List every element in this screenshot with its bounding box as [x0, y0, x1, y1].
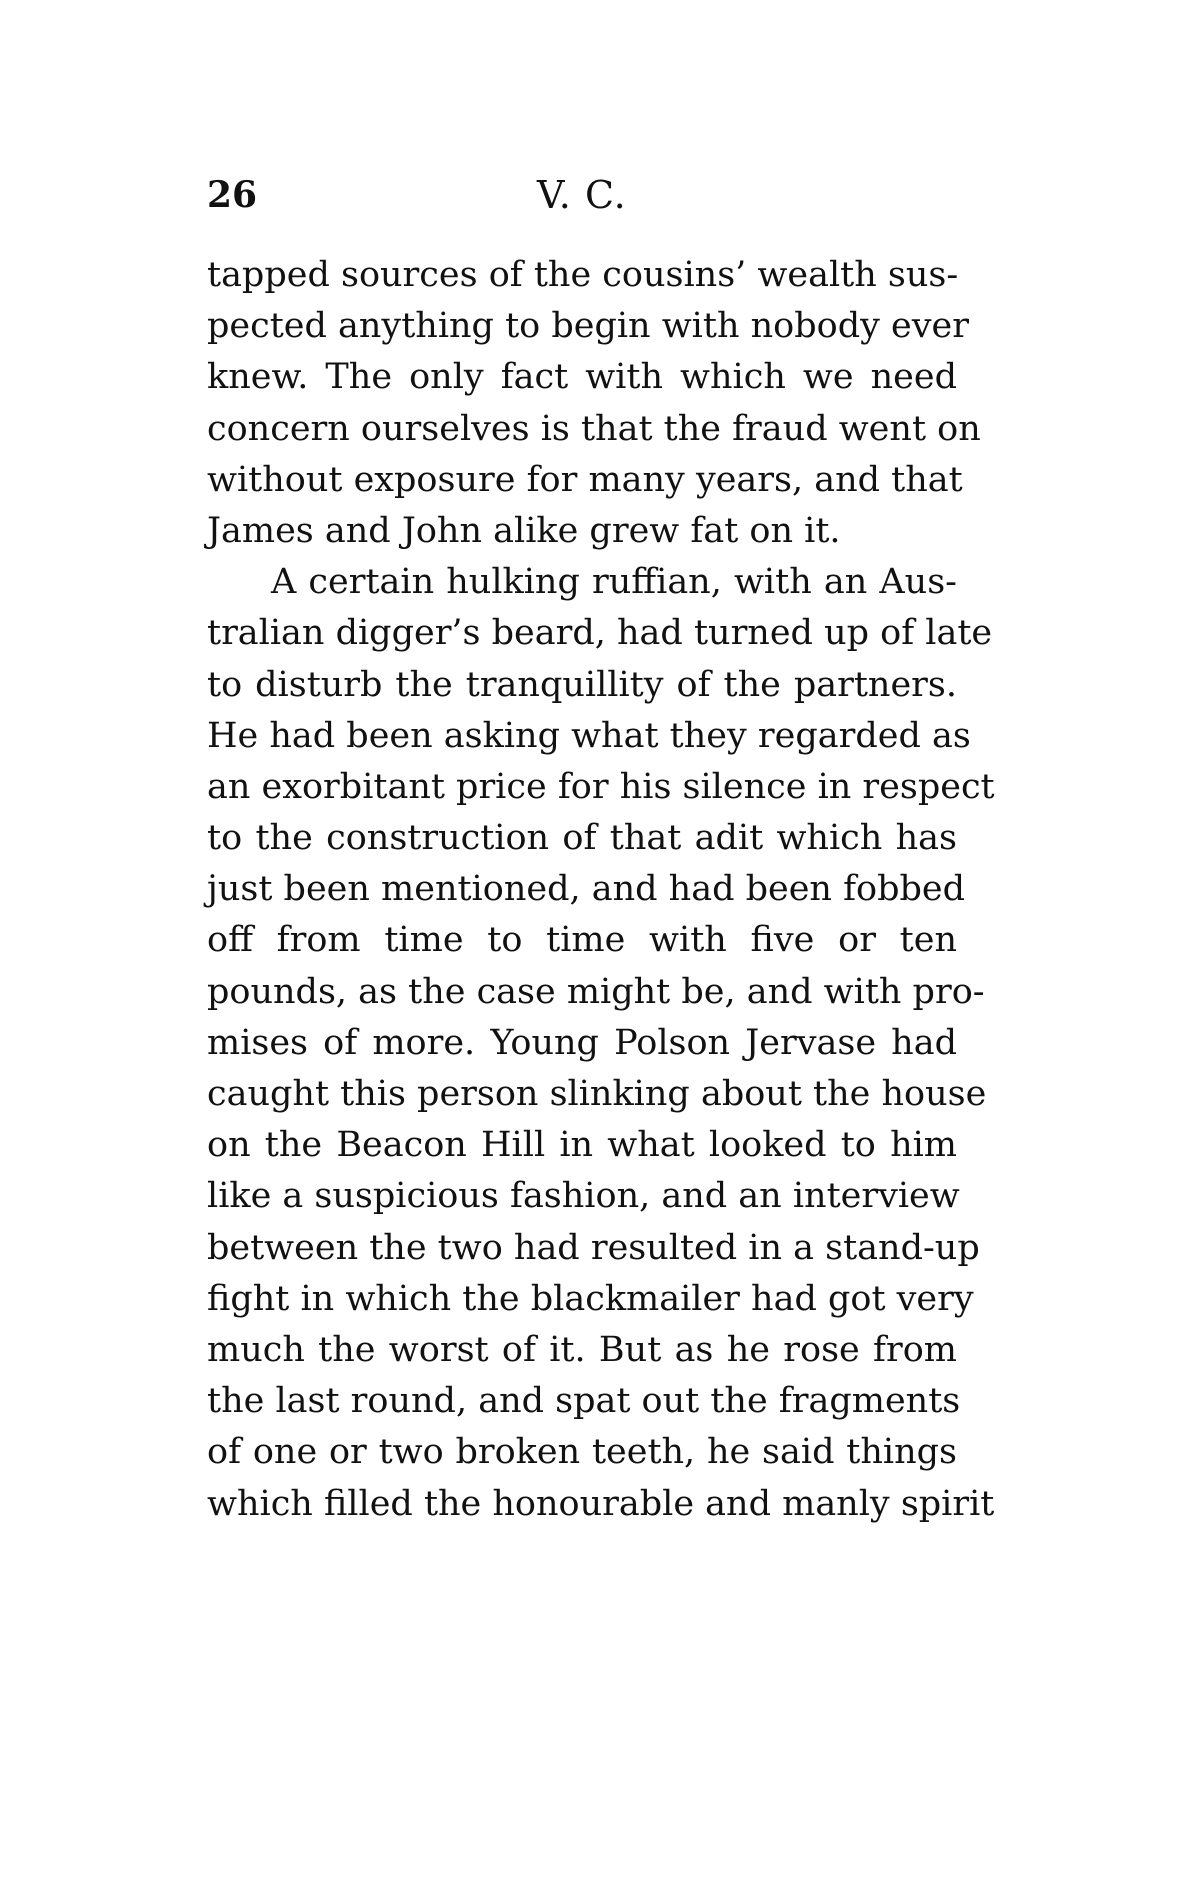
text-line: between the two had resulted in a stand-up: [207, 1227, 980, 1268]
page-number: 26: [207, 174, 258, 216]
text-line: caught this person slinking about the house: [207, 1074, 987, 1114]
text-line: just been mentioned, and had been fobbed: [207, 869, 966, 910]
text-line: to the construction of that adit which has: [207, 818, 957, 859]
text-line: to disturb the tranquillity of the partners.: [207, 664, 957, 705]
text-line: tapped sources of the cousins’ wealth sus-: [207, 255, 959, 295]
text-line: off from time to time with five or ten: [207, 920, 957, 961]
text-line: the last round, and spat out the fragments: [207, 1381, 961, 1422]
text-line: without exposure for many years, and that: [207, 459, 963, 500]
body-text: [207, 250, 995, 1530]
running-head: V. C.: [537, 173, 627, 217]
text-line: He had been asking what they regarded as: [207, 715, 971, 756]
text-line: pected anything to begin with nobody ever: [207, 306, 969, 347]
text-line: of one or two broken teeth, he said things: [207, 1432, 957, 1473]
page-header: [207, 172, 957, 218]
text-line: A certain hulking ruffian, with an Aus-: [271, 562, 957, 603]
text-line: on the Beacon Hill in what looked to him: [207, 1125, 957, 1166]
text-line: James and John alike grew fat on it.: [207, 510, 841, 551]
paragraph-1: [207, 250, 981, 557]
text-line: much the worst of it. But as he rose from: [207, 1329, 957, 1370]
text-line: fight in which the blackmailer had got very: [207, 1278, 974, 1319]
paragraph-2: [207, 557, 995, 1530]
text-line: pounds, as the case might be, and with pro-: [207, 971, 985, 1012]
text-line: mises of more. Young Polson Jervase had: [207, 1022, 957, 1063]
text-line: an exorbitant price for his silence in respect: [207, 766, 995, 807]
text-line: which filled the honourable and manly spirit: [207, 1483, 995, 1524]
text-line: tralian digger’s beard, had turned up of late: [207, 613, 993, 654]
text-line: like a suspicious fashion, and an interview: [207, 1176, 960, 1217]
text-line: knew. The only fact with which we need: [207, 357, 957, 398]
text-line: concern ourselves is that the fraud went on: [207, 408, 981, 449]
